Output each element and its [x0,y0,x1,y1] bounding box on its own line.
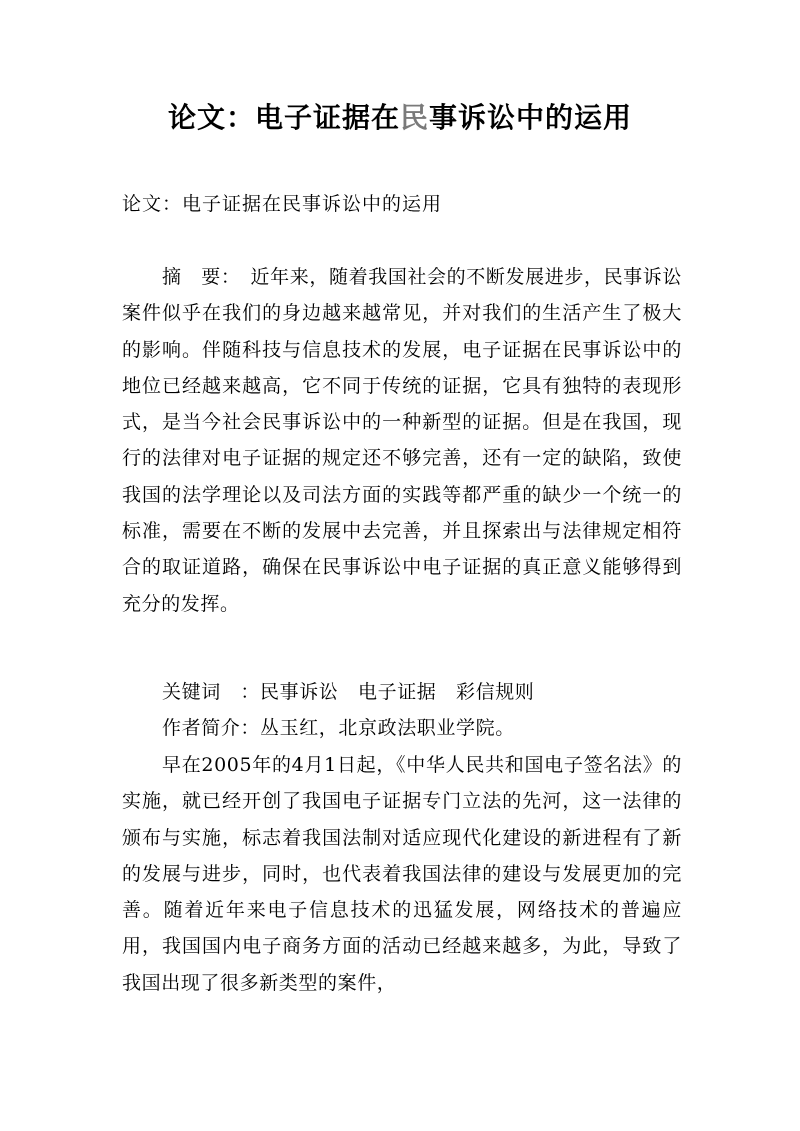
author-line: 作者简介：丛玉红，北京政法职业学院。 [162,717,515,739]
title-part-2: 事诉讼中的运用 [429,101,633,134]
document-subtitle: 论文：电子证据在民事诉讼中的运用 [122,193,443,215]
title-part-1: 论文：电子证据在 [167,101,400,134]
keywords-line: 关键词 ：民事诉讼 电子证据 彩信规则 [162,681,535,703]
abstract-paragraph: 摘 要： 近年来，随着我国社会的不断发展进步，民事诉讼案件似乎在我们的身边越来越常见，并对我们的生活产生了极大的影响。伴随科技与信息技术的发展，电子证据在民事诉讼中的地位已经越来越高，它不同于传统的证据，它具有独特的表现形式，是当今社会民事诉讼中的一种新型的证据。但是在我国，现行的法律对电子证据的规定还不够完善，还有一定的缺陷，致使我国的法学理论以及司法方面的实践等都严重的缺少一个统一的标准，需要在不断的发展中去完善，并且探索出与法律规定相符合的取证道路，确保在民事诉讼中电子证据的真正意义能够得到充分的发挥。 [122,266,682,615]
intro-paragraph: 早在2005年的4月1日起，《中华人民共和国电子签名法》的实施，就已经开创了我国电子证据专门立法的先河，这一法律的颁布与实施，标志着我国法制对适应现代化建设的新进程有了新的发展与进步，同时，也代表着我国法律的建设与发展更加的完善。随着近年来电子信息技术的迅猛发展，网络技术的普遍应用，我国国内电子商务方面的活动已经越来越多，为此，导致了我国出现了很多新类型的案件， [122,754,682,994]
title-highlight: 民 [399,101,429,134]
document-title [0,96,800,140]
